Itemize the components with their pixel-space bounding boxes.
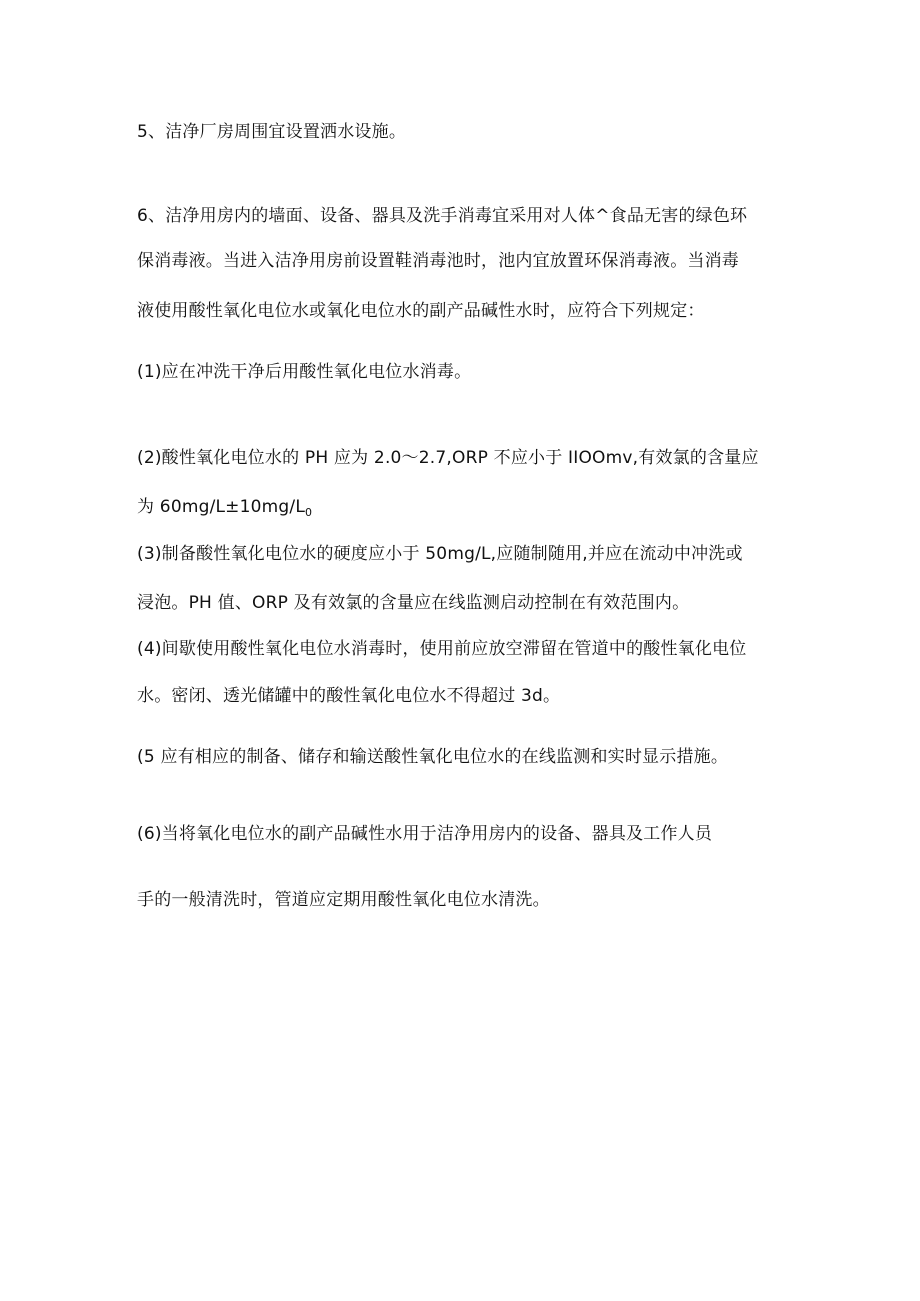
paragraph-line-11: 水。密闭、透光储罐中的酸性氧化电位水不得超过 3d。 bbox=[137, 686, 561, 706]
paragraph-line-8: (3)制备酸性氧化电位水的硬度应小于 50mg/L,应随制随用,并应在流动中冲洗或 bbox=[137, 544, 743, 564]
paragraph-line-7-subscript: 0 bbox=[305, 506, 313, 519]
paragraph-line-1: 5、洁净厂房周围宜设置洒水设施。 bbox=[137, 122, 407, 142]
paragraph-line-6: (2)酸性氧化电位水的 PH 应为 2.0～2.7,ORP 不应小于 IIOOmv,有效氯的含量应 bbox=[137, 448, 759, 468]
paragraph-line-7-text: 为 60mg/L±10mg/L bbox=[137, 497, 306, 517]
paragraph-line-10: (4)间歇使用酸性氧化电位水消毒时，使用前应放空滞留在管道中的酸性氧化电位 bbox=[137, 639, 747, 659]
paragraph-line-5: (1)应在冲洗干净后用酸性氧化电位水消毒。 bbox=[137, 362, 472, 382]
paragraph-line-14: 手的一般清洗时，管道应定期用酸性氧化电位水清洗。 bbox=[137, 890, 550, 910]
paragraph-line-13: (6)当将氧化电位水的副产品碱性水用于洁净用房内的设备、器具及工作人员 bbox=[137, 824, 713, 844]
paragraph-line-2: 6、洁净用房内的墙面、设备、器具及洗手消毒宜采用对人体^食品无害的绿色环 bbox=[137, 206, 748, 226]
paragraph-line-3: 保消毒液。当进入洁净用房前设置鞋消毒池时，池内宜放置环保消毒液。当消毒 bbox=[137, 251, 739, 271]
paragraph-line-7 bbox=[137, 496, 312, 524]
paragraph-line-4: 液使用酸性氧化电位水或氧化电位水的副产品碱性水时，应符合下列规定： bbox=[137, 301, 705, 321]
paragraph-line-9: 浸泡。PH 值、ORP 及有效氯的含量应在线监测启动控制在有效范围内。 bbox=[137, 593, 690, 613]
paragraph-line-12: (5 应有相应的制备、储存和输送酸性氧化电位水的在线监测和实时显示措施。 bbox=[137, 747, 729, 767]
